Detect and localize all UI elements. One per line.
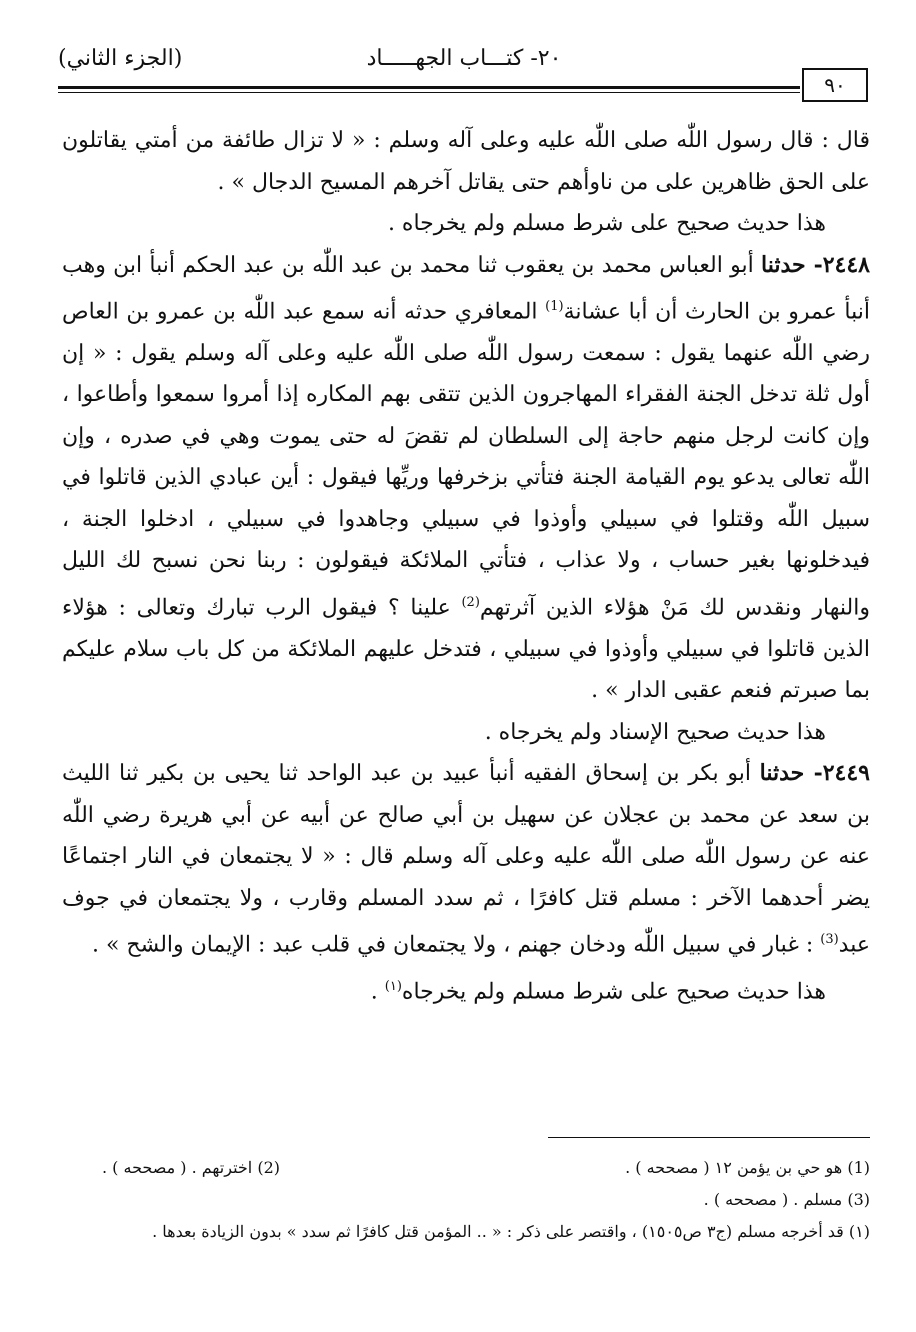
- page-number: ٩٠: [802, 68, 868, 102]
- footnote-ref: (1): [545, 299, 564, 314]
- paragraph-3: هذا حديث صحيح الإسناد ولم يخرجاه .: [484, 719, 826, 745]
- footnote-separator: [548, 1137, 870, 1138]
- footnote-row: [52, 1184, 870, 1216]
- paragraph-1: قال : قال رسول اللّٰه صلى اللّٰه عليه وعلى آله وسلم : « لا تزال طائفة من أمتي يقاتلون على الحق ظاهرين على من ناوأهم حتى يقاتل آخرهم المسيح الدجال » .: [62, 128, 870, 195]
- footnote-3: (3) مسلم . ( مصححه ) .: [703, 1190, 870, 1209]
- hadith-2448: [62, 245, 870, 712]
- footnote-row: [52, 1152, 870, 1184]
- paragraph-4-end: .: [370, 979, 385, 1005]
- footnote-ref: (١): [384, 978, 402, 994]
- header-rule-thick: [58, 86, 800, 89]
- hadith-number: ٢٤٤٨: [822, 251, 870, 278]
- footnote-4: (١) قد أخرجه مسلم (ج٣ ص١٥٠٥) ، واقتصر على ذكر : « .. المؤمن قتل كافرًا ثم سدد » بدون الزيادة بعدها .: [152, 1222, 870, 1241]
- footnote-2: (2) اخترتهم . ( مصححه ) .: [102, 1158, 280, 1177]
- hadith-text: : غبار في سبيل اللّٰه ودخان جهنم ، ولا يجتمعان في قلب عبد : الإيمان والشح » .: [91, 932, 821, 958]
- hadith-lead: - حدثنا: [759, 760, 823, 787]
- paragraph-4-text: هذا حديث صحيح على شرط مسلم ولم يخرجاه: [401, 979, 826, 1005]
- hadith-2449: [62, 753, 870, 966]
- running-header: [58, 40, 870, 80]
- chapter-title: ٢٠- كتـــاب الجهـــــاد: [366, 46, 562, 71]
- footnote-ref: (3): [820, 932, 839, 948]
- paragraph-4: [62, 966, 870, 1013]
- footnote-1: (1) هو حي بن يؤمن ١٢ ( مصححه ) .: [625, 1158, 870, 1177]
- hadith-text: أبو بكر بن إسحاق الفقيه أنبأ عبيد بن عبد الواحد ثنا يحيى بن بكير ثنا الليث بن سعد عن محمد بن عجلان عن سهيل بن أبي صالح عن أبيه عن أبي هريرة رضي اللّٰه عنه عن رسول اللّٰه صلى اللّٰه عليه وعلى آله وسلم قال : « لا يجتمعان في النار اجتماعًا يضر أحدهما الآخر : مسلم قتل كافرًا ، ثم سدد المسلم وقارب ، ولا يجتمعان في جوف عبد: [62, 761, 870, 958]
- hadith-number: ٢٤٤٩: [822, 760, 870, 787]
- main-text: [62, 120, 870, 1013]
- hadith-text: أبو العباس محمد بن يعقوب ثنا محمد بن عبد اللّٰه بن عبد الحكم أنبأ ابن وهب أنبأ عمرو بن الحارث أن أبا عشانة: [62, 252, 870, 325]
- hadith-lead: - حدثنا: [761, 251, 823, 278]
- hadith-text: المعافري حدثه أنه سمع عبد اللّٰه بن عمرو بن العاص رضي اللّٰه عنهما يقول : سمعت رسول اللّٰه صلى اللّٰه عليه وعلى آله وسلم يقول : « إن أول ثلة تدخل الجنة الفقراء المهاجرون الذين تتقى بهم المكاره إذا أمروا سمعوا وأطاعوا ، وإن كانت لرجل منهم حاجة إلى السلطان لم تقضَ له حتى يموت وهي في صدره ، وإن اللّٰه تعالى يدعو يوم القيامة الجنة فتأتي بزخرفها وريِّها فيقول : أين عبادي الذين قاتلوا في سبيل اللّٰه وقتلوا في سبيلي وأوذوا في سبيلي وجاهدوا في سبيلي ، ادخلوا الجنة ، فيدخلونها بغير حساب ، ولا عذاب ، فتأتي الملائكة فيقولون : ربنا نحن نسبح لك الليل والنهار ونقدس لك مَنْ هؤلاء الذين آثرتهم: [62, 299, 871, 621]
- footnotes: [52, 1152, 870, 1248]
- footnote-ref: (2): [461, 594, 480, 610]
- paragraph-2: هذا حديث صحيح على شرط مسلم ولم يخرجاه .: [387, 211, 826, 236]
- volume-part: (الجزء الثاني): [58, 46, 183, 71]
- header-rule-thin: [58, 92, 800, 93]
- hadith-text: علينا ؟ فيقول الرب تبارك وتعالى : هؤلاء الذين قاتلوا في سبيلي وأوذوا في سبيلي ، فتدخل عليهم الملائكة من كل باب سلام عليكم بما صبرتم فنعم عقبى الدار » .: [62, 595, 870, 704]
